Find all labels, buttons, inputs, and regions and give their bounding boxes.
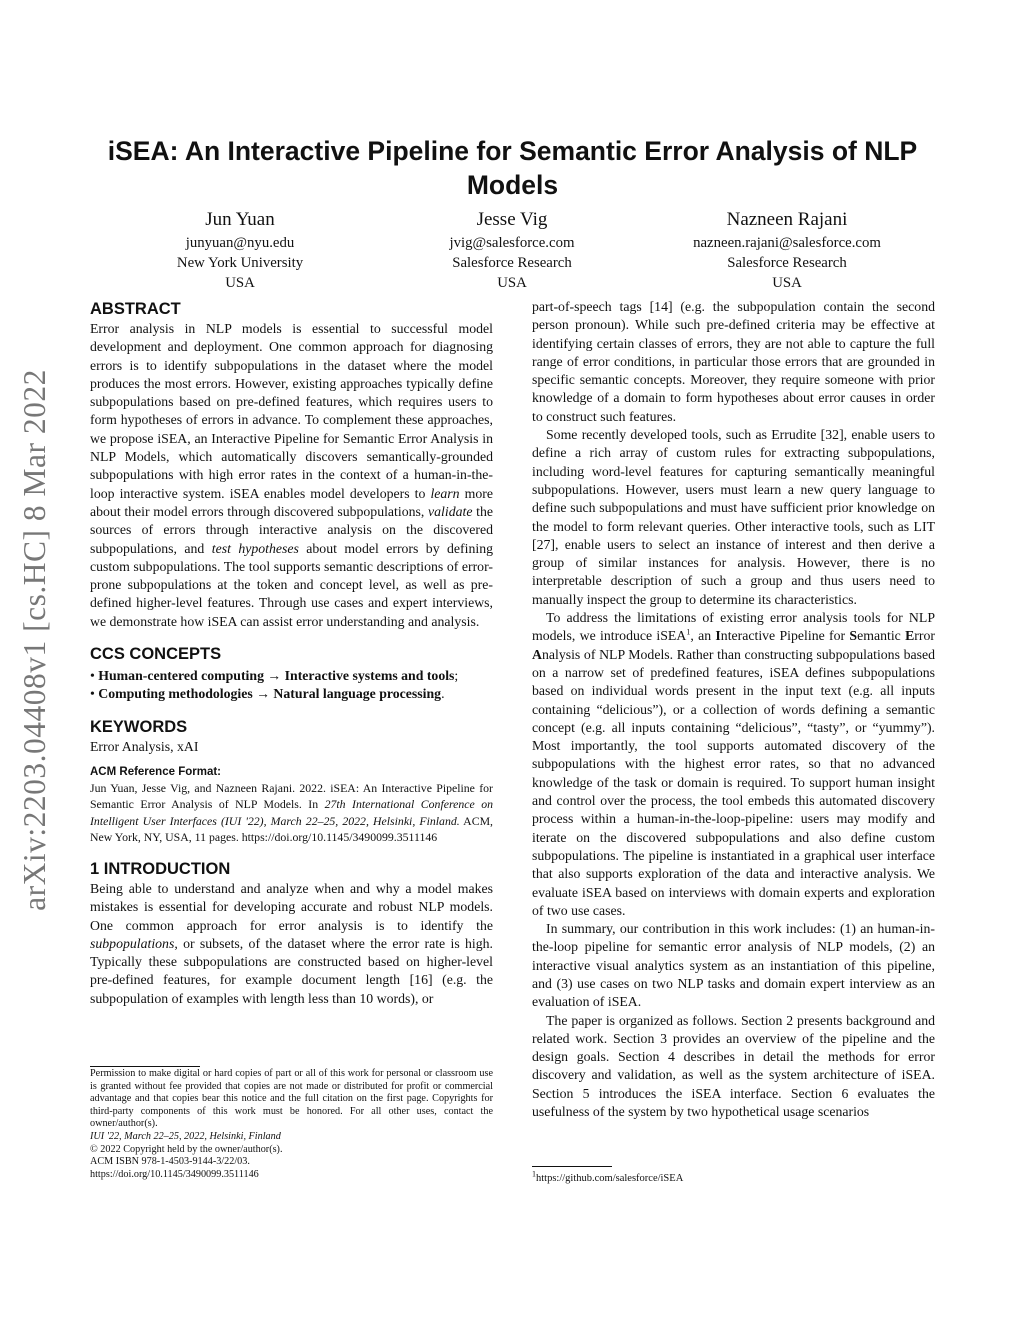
ccs-list	[90, 667, 493, 704]
footnote-number: 1	[532, 1169, 536, 1179]
author-affiliation: New York University	[176, 255, 304, 271]
author-2	[362, 207, 662, 293]
author-name: Jesse Vig	[476, 209, 548, 230]
abstract-text: Error analysis in NLP models is essential to successful model development and deployment. One common approach for diagnosing errors is to identify subpopulations in the dataset where the model produces the most errors. However, existing approaches typically define subpopulations based on pre-defined features, which requires users to form hypotheses of errors in advance. To complement these approaches, we propose iSEA, an Interactive Pipeline for Semantic Error Analysis in NLP Models, which automatically discovers semantically-grounded subpopulations with high error rates in the context of a human-in-the-loop interactive system. iSEA enables model developers to learn more about their model errors through discovered subpopulations, validate the sources of errors through interactive analysis on the discovered subpopulations, and test hypotheses about model errors by defining custom subpopulations. The tool supports semantic descriptions of error-prone subpopulations at the token and concept level, as well as pre-defined higher-level features. Through use cases and expert interviews, we demonstrate how iSEA can assist error understanding and analysis.	[90, 321, 493, 629]
abstract-heading: ABSTRACT	[90, 300, 181, 318]
ccs-item: • Computing methodologies → Natural language processing.	[90, 686, 445, 702]
conference-venue: IUI '22, March 22–25, 2022, Helsinki, Finland	[90, 1130, 281, 1142]
author-email: nazneen.rajani@salesforce.com	[693, 235, 881, 251]
footnote-mark: 1	[686, 627, 691, 637]
footnote	[532, 1169, 684, 1186]
permission-text: Permission to make digital or hard copies of part or all of this work for personal or classroom use is granted without fee provided that copies are not made or distributed for profit or commercial advantage and that copies bear this notice and the full citation on the first page. Copyrights for third-party components of this work must be honored. For all other uses, contact the owner/author(s).	[90, 1068, 493, 1130]
author-name: Nazneen Rajani	[726, 209, 848, 230]
intro-paragraph-3: To address the limitations of existing error analysis tools for NLP models, we introduce iSEA$^1$, an Interactive Pipeline for Semantic Error Analysis of NLP Models. Rather than constructing subpopulations based on a narrow set of predefined features, iSEA defines subpopulations based on individual words present in the input text (e.g. all inputs containing “delicious”), or a collection of words defining a semantic concept (e.g. all inputs containing “delicious”, “tasty”, or “yummy”). Most importantly, the tool supports automated discovery of the subpopulations with the highest error rates, so that no advanced knowledge of the task or domain is required. To support human insight and control over the process, the tool embeds this automated discovery process within a human-in-the-loop-pipeline: users may modify and iterate on the discovered subpopulations and also define custom subpopulations. The pipeline is instantiated in a graphical user interface that also supports exploration of the data and interactive analysis. We evaluate iSEA based on interviews with domain experts and exploration of two use cases.	[532, 610, 935, 918]
acm-reference-heading: ACM Reference Format:	[90, 765, 221, 778]
ccs-heading: CCS CONCEPTS	[90, 645, 222, 664]
keywords-heading: KEYWORDS	[90, 717, 188, 736]
isbn-line: ACM ISBN 978-1-4503-9144-3/22/03.	[90, 1156, 250, 1168]
doi-line: https://doi.org/10.1145/3490099.3511146	[90, 1168, 259, 1180]
intro-paragraph-1-continued: part-of-speech tags [14] (e.g. the subpopulation contain the second person pronoun). While such pre-defined criteria may be effective at identifying certain classes of errors, they are not able to capture the full range of error conditions, in particular those errors that are grounded in specific semantic concepts. Moreover, they require someone with prior knowledge of a domain to form hypotheses about error causes in order to construct such features.	[532, 299, 935, 424]
paper-title: iSEA: An Interactive Pipeline for Semantic Error Analysis of NLP Models	[107, 136, 918, 200]
author-country: USA	[497, 275, 527, 291]
intro-paragraph-4: In summary, our contribution in this work includes: (1) an human-in-the-loop pipeline for semantic error analysis of NLP models, (2) an interactive visual analytics system as an instantiation of this pipeline, and (3) use cases on two NLP tasks and domain expert interview as an evaluation of iSEA.	[532, 921, 935, 1010]
author-affiliation: Salesforce Research	[727, 255, 847, 271]
intro-paragraph-2: Some recently developed tools, such as Errudite [32], enable users to define a rich array of custom rules for extracting subpopulations, including word-level features for capturing semantically meaningful subpopulations. However, users must learn a new query language to define such subpopulations and must have sufficient prior knowledge on the model to form relevant queries. Other interactive tools, such as LIT [27], enable users to select an instance of interest and then derive a group of similar instances for analysis. However, there is no interpretable description of such a group and thus users need to manually inspect the group to determine its characteristics.	[532, 427, 935, 607]
keywords-text: Error Analysis, xAI	[90, 738, 199, 754]
left-column	[90, 298, 493, 1008]
author-name: Jun Yuan	[205, 209, 275, 230]
ccs-item: • Human-centered computing → Interactive systems and tools;	[90, 668, 459, 684]
right-column	[532, 298, 935, 1121]
author-1	[90, 207, 390, 293]
intro-paragraph-5: The paper is organized as follows. Section 2 presents background and related work. Section 3 provides an overview of the pipeline and the design goals. Section 4 describes in detail the methods for error discovery and validation, as well as the system architecture of iSEA. Section 5 introduces the iSEA interface. Section 6 evaluates the usefulness of the system by two hypothetical usage scenarios	[532, 1012, 935, 1120]
author-email: junyuan@nyu.edu	[185, 235, 295, 251]
author-country: USA	[225, 275, 255, 291]
author-affiliation: Salesforce Research	[452, 255, 572, 271]
introduction-heading: 1 INTRODUCTION	[90, 859, 231, 878]
author-3	[637, 207, 937, 293]
footnote-divider	[90, 1066, 200, 1067]
footnote-link[interactable]: https://github.com/salesforce/iSEA	[536, 1173, 684, 1184]
intro-paragraph-1: Being able to understand and analyze when and why a model makes mistakes is essential for developing accurate and robust NLP models. One common approach for error analysis is to identify the subpopulations, or subsets, of the dataset where the error rate is high. Typically these subpopulations are constructed based on higher-level pre-defined features, for example document length [16] (e.g. the subpopulation of examples with length less than 10 words), or	[90, 880, 493, 1006]
author-email: jvig@salesforce.com	[449, 235, 575, 251]
copyright-line: © 2022 Copyright held by the owner/author(s).	[90, 1143, 283, 1155]
permission-block	[90, 1068, 493, 1181]
acm-reference-text: Jun Yuan, Jesse Vig, and Nazneen Rajani. 2022. iSEA: An Interactive Pipeline for Semantic Error Analysis of NLP Models. In 27th International Conference on Intelligent User Interfaces (IUI '22), March 22–25, 2022, Helsinki, Finland. ACM, New York, NY, USA, 11 pages. https://doi.org/10.1145/3490099.3511146	[90, 780, 494, 845]
arxiv-stamp-text: arXiv:2203.04408v1 [cs.HC] 8 Mar 2022	[17, 369, 52, 911]
author-block	[90, 207, 935, 292]
footnote-rule	[532, 1166, 612, 1167]
author-country: USA	[772, 275, 802, 291]
arxiv-stamp	[10, 340, 60, 940]
